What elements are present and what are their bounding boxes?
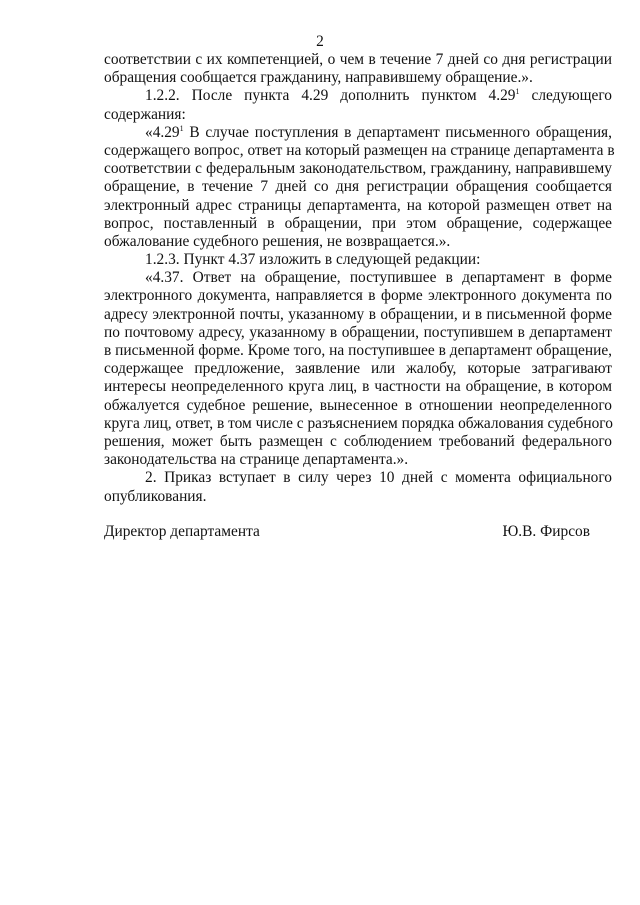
text-fragment: В случае поступления в департамент письменного обращения,: [189, 123, 612, 141]
text-line: соответствии с федеральным законодательством, гражданину, направившему: [104, 160, 612, 178]
signatory-position: Директор департамента: [104, 523, 260, 540]
text-line: решения, может быть размещен с соблюдением требований федерального: [104, 432, 612, 450]
document-body: [104, 51, 615, 506]
text-line: интересы неопределенного круга лиц, в частности на обращение, в котором: [104, 378, 612, 396]
quoted-clause-4-37: «4.37. Ответ на обращение, поступившее в департамент в форме: [145, 269, 612, 287]
text-line: по почтовому адресу, указанному в обращении, поступившем в департамент: [104, 323, 612, 341]
quoted-clause-4-29: [104, 124, 612, 142]
text-line: электронного документа, направляется в форме электронного документа по: [104, 287, 612, 305]
text-line: соответствии с их компетенцией, о чем в течение 7 дней со дня регистрации: [104, 51, 612, 68]
text-line: содержащего вопрос, ответ на который размещен на странице департамента в: [104, 141, 615, 159]
text-fragment: «4.29: [145, 123, 180, 141]
text-line: обращения сообщается гражданину, направившему обращение.».: [104, 69, 533, 87]
paragraph-1-2-3: 1.2.3. Пункт 4.37 изложить в следующей редакции:: [145, 251, 481, 269]
text-fragment: следующего: [531, 87, 612, 105]
text-line: в письменной форме. Кроме того, на поступившее в департамент обращение,: [104, 342, 612, 359]
text-line: круга лиц, ответ, в том числе с разъяснением порядка обжалования судебного: [104, 414, 613, 432]
page-number: 2: [316, 33, 324, 50]
text-line: электронный адрес страницы департамента, на которой размещен ответ на: [104, 196, 612, 214]
paragraph-1-2-2: [104, 87, 612, 105]
paragraph-2: 2. Приказ вступает в силу через 10 дней с момента официального: [145, 469, 612, 487]
signatory-name: Ю.В. Фирсов: [502, 523, 590, 540]
text-line: обжалование судебного решения, не возвращается.».: [104, 232, 451, 250]
text-line: обращение, в течение 7 дней со дня регистрации обращения сообщается: [104, 178, 612, 196]
text-line: содержащее предложение, заявление или жалобу, которые затрагивают: [104, 360, 612, 378]
text-line: опубликования.: [104, 487, 207, 505]
text-line: адресу электронной почты, указанному в обращении, и в письменной форме: [104, 305, 612, 323]
text-line: законодательства на странице департамента.».: [104, 451, 409, 469]
text-line: содержания:: [104, 105, 186, 123]
text-line: вопрос, поставленный в обращении, при этом обращение, содержащее: [104, 214, 612, 232]
text-line: обжалуется судебное решение, вынесенное в отношении неопределенного: [104, 396, 612, 414]
signature-block: [104, 522, 590, 542]
text-fragment: 1.2.2. После пункта 4.29 дополнить пунктом 4.29: [145, 87, 516, 105]
superscript: 1: [515, 87, 520, 97]
superscript: 1: [179, 123, 184, 133]
